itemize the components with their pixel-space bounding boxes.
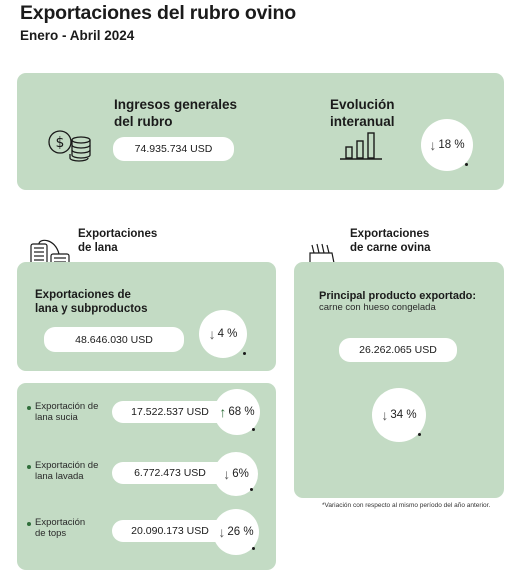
wool-sub-label-line2: lana y subproductos — [35, 303, 148, 315]
wool-sub-value: 48.646.030 USD — [44, 327, 184, 352]
evolution-label — [330, 96, 395, 130]
wool-item-arrow: ↓ — [223, 466, 231, 482]
wool-item-value: 20.090.173 USD — [112, 520, 228, 542]
meat-product-name: carne con hueso congelada — [319, 302, 436, 313]
wool-item-change: 26 % — [227, 526, 254, 538]
wool-item-label-line2: lana lavada — [35, 471, 84, 482]
wool-item-arrow: ↓ — [218, 524, 226, 540]
wool-sub-change: 4 % — [217, 328, 238, 340]
wool-sub-label — [35, 288, 147, 316]
wool-item-label — [35, 517, 85, 539]
wool-heading-line2: de lana — [78, 242, 118, 254]
wool-item-footnote-mark — [252, 428, 255, 431]
wool-sub-footnote-mark — [243, 352, 246, 355]
coins-icon — [46, 128, 94, 164]
evolution-label-line1: Evolución — [330, 97, 395, 112]
revenue-label-line1: Ingresos generales — [114, 97, 238, 112]
meat-value: 26.262.065 USD — [339, 338, 457, 362]
evolution-footnote-mark — [465, 163, 468, 166]
wool-heading — [78, 227, 157, 255]
wool-sub-arrow: ↓ — [208, 326, 216, 342]
meat-heading — [350, 227, 431, 255]
meat-product-label: Principal producto exportado: — [319, 290, 477, 302]
wool-item-footnote-mark — [252, 547, 255, 550]
wool-item-arrow: ↑ — [219, 404, 227, 420]
meat-footnote-mark — [418, 433, 421, 436]
evolution-label-line2: interanual — [330, 114, 395, 129]
wool-item-value: 17.522.537 USD — [112, 401, 228, 423]
revenue-value: 74.935.734 USD — [113, 137, 234, 161]
wool-item-label — [35, 460, 98, 482]
wool-item-label-line2: de tops — [35, 528, 67, 539]
evolution-arrow: ↓ — [429, 137, 437, 153]
wool-item-change: 68 % — [228, 406, 255, 418]
wool-heading-line1: Exportaciones — [78, 228, 158, 240]
wool-item-label — [35, 401, 98, 423]
wool-item-change: 6% — [232, 468, 249, 480]
wool-item-label-line1: Exportación de — [35, 460, 99, 471]
revenue-label-line2: del rubro — [114, 114, 173, 129]
page-subtitle: Enero - Abril 2024 — [20, 28, 135, 43]
wool-item-bullet — [27, 465, 31, 469]
meat-heading-line1: Exportaciones — [350, 228, 430, 240]
wool-item-label-line1: Exportación de — [35, 401, 99, 412]
svg-text:$: $ — [55, 135, 65, 151]
evolution-value: 18 % — [438, 139, 465, 151]
footnote: *Variación con respecto al mismo período del año anterior. — [322, 502, 491, 509]
meat-arrow: ↓ — [381, 407, 389, 423]
page-title: Exportaciones del rubro ovino — [20, 2, 296, 24]
wool-sub-badge — [199, 310, 247, 358]
revenue-label — [114, 96, 237, 130]
wool-item-label-line2: lana sucia — [35, 412, 78, 423]
wool-item-bullet — [27, 406, 31, 410]
wool-item-bullet — [27, 522, 31, 526]
wool-item-footnote-mark — [250, 488, 253, 491]
meat-heading-line2: de carne ovina — [350, 242, 431, 254]
wool-item-value: 6.772.473 USD — [112, 462, 228, 484]
wool-item-label-line1: Exportación — [35, 517, 86, 528]
wool-sub-label-line1: Exportaciones de — [35, 289, 131, 301]
bar-chart-icon — [338, 127, 384, 161]
meat-change: 34 % — [390, 409, 417, 421]
